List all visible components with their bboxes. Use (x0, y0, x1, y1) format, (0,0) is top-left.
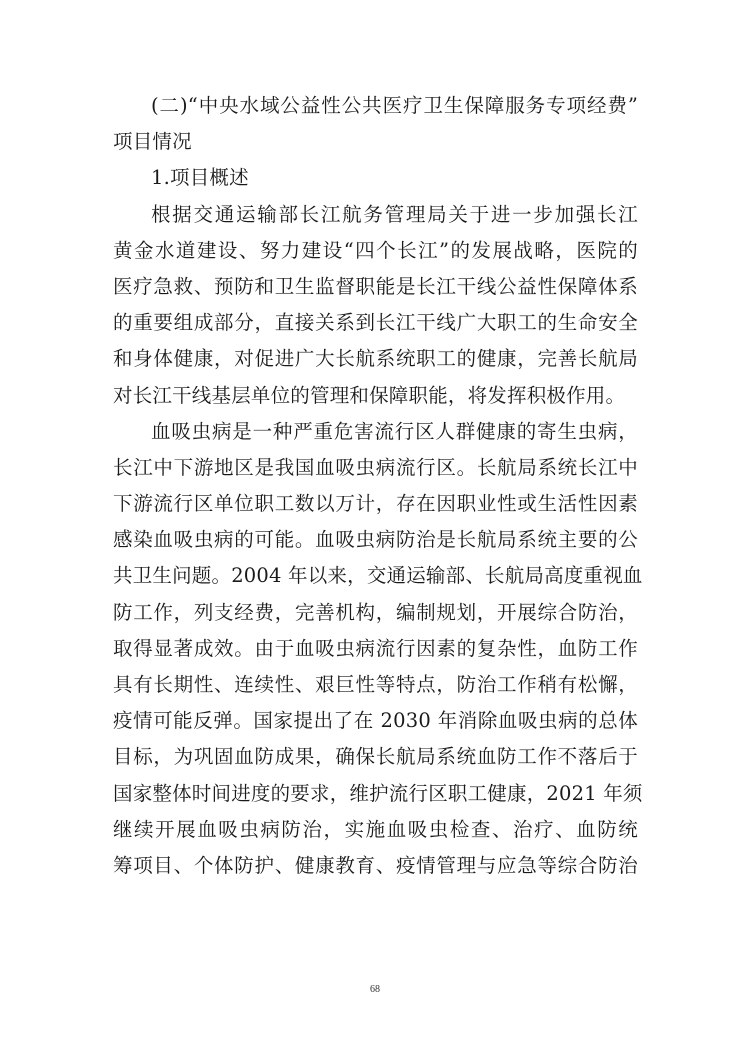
section-heading (113, 88, 638, 160)
paragraph-2-line-12: 继续开展血吸虫病防治，实施血吸虫检查、治疗、血防统 (113, 817, 638, 841)
paragraph-2 (113, 414, 643, 884)
paragraph-1-line-4: 的重要组成部分，直接关系到长江干线广大职工的生命安全 (113, 311, 638, 335)
section-heading-line-2: 项目情况 (113, 130, 192, 154)
document-page (113, 88, 643, 884)
paragraph-2-line-9: 疫情可能反弹。国家提出了在 2030 年消除血吸虫病的总体 (113, 709, 638, 733)
paragraph-2-line-7: 取得显著成效。由于血吸虫病流行因素的复杂性，血防工作 (113, 636, 638, 660)
subheading: 1.项目概述 (151, 166, 249, 190)
paragraph-1-line-2: 黄金水道建设、努力建设“四个长江”的发展战略，医院的 (113, 238, 638, 262)
paragraph-2-line-11: 国家整体时间进度的要求，维护流行区职工健康，2021 年须 (113, 781, 643, 805)
paragraph-2-line-4: 感染血吸虫病的可能。血吸虫病防治是长航局系统主要的公 (113, 528, 638, 552)
section-heading-line-1: (二)“中央水域公益性公共医疗卫生保障服务专项经费” (151, 94, 638, 117)
paragraph-2-line-5: 共卫生问题。2004 年以来，交通运输部、长航局高度重视血 (113, 564, 643, 588)
paragraph-1 (113, 197, 638, 414)
paragraph-2-line-10: 目标，为巩固血防成果，确保长航局系统血防工作不落后于 (113, 745, 638, 769)
paragraph-1-line-5: 和身体健康，对促进广大长航系统职工的健康，完善长航局 (113, 347, 638, 371)
paragraph-2-line-2: 长江中下游地区是我国血吸虫病流行区。长航局系统长江中 (113, 455, 638, 479)
page-number: 68 (370, 984, 380, 995)
paragraph-2-line-13: 筹项目、个体防护、健康教育、疫情管理与应急等综合防治 (113, 853, 638, 877)
paragraph-2-line-6: 防工作，列支经费，完善机构，编制规划，开展综合防治， (113, 600, 638, 624)
paragraph-2-line-8: 具有长期性、连续性、艰巨性等特点，防治工作稍有松懈， (113, 673, 638, 696)
paragraph-2-line-1: 血吸虫病是一种严重危害流行区人群健康的寄生虫病， (151, 419, 638, 443)
paragraph-1-line-6: 对长江干线基层单位的管理和保障职能，将发挥积极作用。 (113, 383, 626, 407)
paragraph-1-line-3: 医疗急救、预防和卫生监督职能是长江干线公益性保障体系 (113, 274, 638, 298)
paragraph-2-line-3: 下游流行区单位职工数以万计，存在因职业性或生活性因素 (113, 492, 638, 516)
paragraph-1-line-1: 根据交通运输部长江航务管理局关于进一步加强长江 (151, 202, 638, 226)
